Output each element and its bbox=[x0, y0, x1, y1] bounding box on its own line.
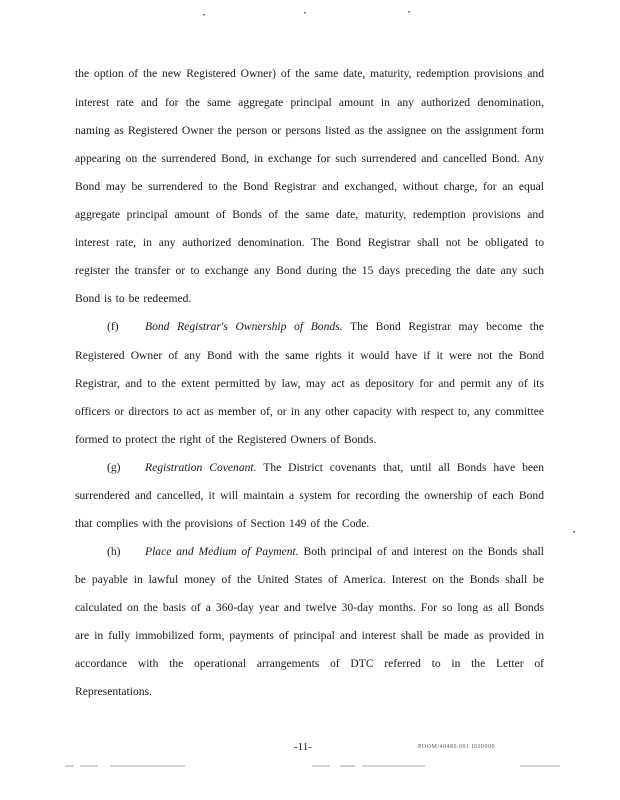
text-line: naming as Registered Owner the person or persons listed as the assignee on the assignment form bbox=[75, 124, 544, 137]
text-line: Registrar, and to the extent permitted by law, may act as depository for and permit any of its bbox=[75, 377, 544, 390]
page-number: -11- bbox=[294, 741, 312, 753]
text-line: officers or directors to act as member of, or in any other capacity with respect to, any committee bbox=[75, 405, 544, 418]
section-label: (h) bbox=[107, 545, 121, 558]
section-label: (g) bbox=[107, 461, 121, 474]
section-text: The Bond Registrar may become the bbox=[350, 320, 544, 333]
text-line: formed to protect the right of the Registered Owners of Bonds. bbox=[75, 433, 377, 446]
text-line: appearing on the surrendered Bond, in exchange for such surrendered and cancelled Bond. Any bbox=[75, 152, 544, 165]
section-first-line bbox=[107, 545, 544, 559]
text-line: interest rate and for the same aggregate principal amount in any authorized denomination, bbox=[75, 96, 544, 109]
text-line: surrendered and cancelled, it will maintain a system for recording the ownership of each Bond bbox=[75, 489, 544, 502]
text-line: that complies with the provisions of Section 149 of the Code. bbox=[75, 517, 370, 530]
text-line: Bond may be surrendered to the Bond Registrar and exchanged, without charge, for an equal bbox=[75, 180, 544, 193]
text-line: Representations. bbox=[75, 685, 152, 698]
text-line: the option of the new Registered Owner) of the same date, maturity, redemption provisions and bbox=[75, 67, 544, 80]
section-heading: Bond Registrar's Ownership of Bonds. bbox=[145, 320, 343, 333]
document-id: POOM/40480.001 I010000 bbox=[418, 744, 496, 750]
text-line: aggregate principal amount of Bonds of the same date, maturity, redemption provisions and bbox=[75, 208, 544, 221]
section-first-line bbox=[107, 461, 544, 475]
text-line: interest rate, in any authorized denomination. The Bond Registrar shall not be obligated to bbox=[75, 236, 544, 249]
section-text: The District covenants that, until all Bonds have been bbox=[263, 461, 544, 474]
text-line: register the transfer or to exchange any Bond during the 15 days preceding the date any such bbox=[75, 264, 544, 277]
section-heading: Registration Covenant. bbox=[145, 461, 257, 474]
text-line: calculated on the basis of a 360-day year and twelve 30-day months. For so long as all Bonds bbox=[75, 601, 544, 614]
text-line: accordance with the operational arrangements of DTC referred to in the Letter of bbox=[75, 657, 544, 670]
section-label: (f) bbox=[107, 320, 119, 333]
section-text: Both principal of and interest on the Bonds shall bbox=[303, 545, 544, 558]
text-line: Registered Owner of any Bond with the same rights it would have if it were not the Bond bbox=[75, 349, 544, 362]
text-line: be payable in lawful money of the United States of America. Interest on the Bonds shall be bbox=[75, 573, 544, 586]
section-heading: Place and Medium of Payment. bbox=[145, 545, 299, 558]
text-line: Bond is to be redeemed. bbox=[75, 292, 192, 305]
text-line: are in fully immobilized form, payments of principal and interest shall be made as provided in bbox=[75, 629, 544, 642]
section-first-line bbox=[107, 320, 544, 334]
